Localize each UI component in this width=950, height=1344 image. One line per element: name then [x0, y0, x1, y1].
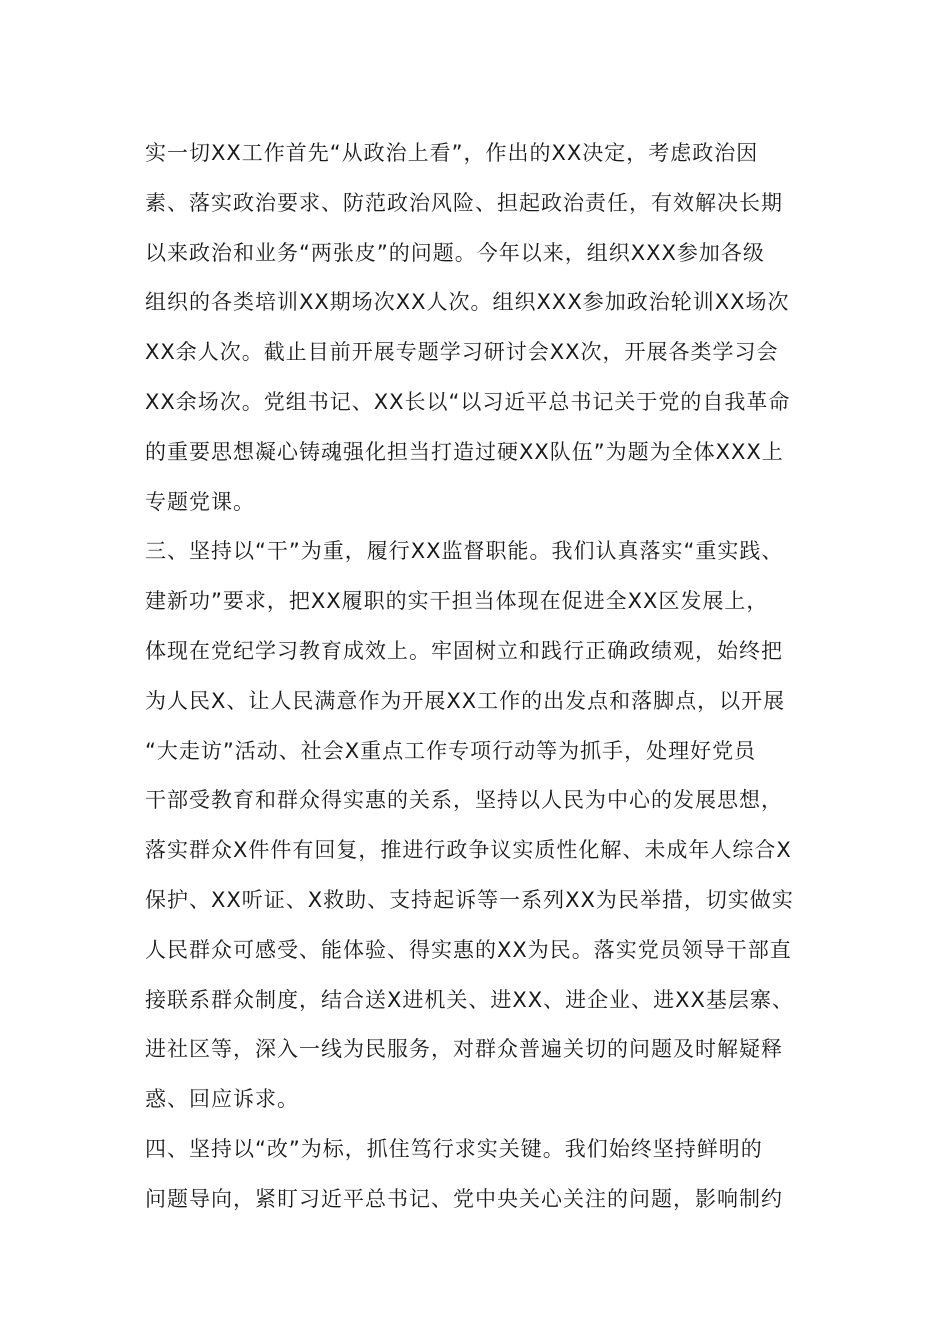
- text-line: 落实群众X件件有回复，推进行政争议实质性化解、未成年人综合X: [145, 838, 792, 863]
- text-line: 进社区等，深入一线为民服务，对群众普遍关切的问题及时解疑释: [145, 1037, 783, 1062]
- text-line: 专题党课。: [145, 489, 255, 514]
- text-line: XX余人次。截止目前开展专题学习研讨会XX次，开展各类学习会: [145, 340, 779, 365]
- text-line: 惑、回应诉求。: [145, 1087, 299, 1112]
- text-line: 问题导向，紧盯习近平总书记、党中央关心关注的问题，影响制约: [145, 1186, 783, 1211]
- document-body: [145, 133, 825, 1229]
- text-line: 的重要思想凝心铸魂强化担当打造过硬XX队伍”为题为全体XXX上: [145, 439, 784, 464]
- text-line: 组织的各类培训XX期场次XX人次。组织XXX参加政治轮训XX场次: [145, 290, 790, 315]
- section-heading-line: 四、坚持以“改”为标，抓住笃行求实关键。我们始终坚持鲜明的: [145, 1136, 763, 1161]
- text-line: 建新功”要求，把XX履职的实干担当体现在促进全XX区发展上，: [145, 589, 769, 614]
- text-line: 体现在党纪学习教育成效上。牢固树立和践行正确政绩观，始终把: [145, 638, 783, 663]
- section-heading-line: 三、坚持以“干”为重，履行XX监督职能。我们认真落实“重实践、: [145, 539, 784, 564]
- text-line: 干部受教育和群众得实惠的关系，坚持以人民为中心的发展思想，: [145, 788, 783, 813]
- text-line: 实一切XX工作首先“从政治上看”，作出的XX决定，考虑政治因: [145, 141, 759, 165]
- text-line: 为人民X、让人民满意作为开展XX工作的出发点和落脚点，以开展: [145, 688, 786, 713]
- text-line: XX余场次。党组书记、XX长以“以习近平总书记关于党的自我革命: [145, 389, 791, 414]
- text-line: 以来政治和业务“两张皮”的问题。今年以来，组织XXX参加各级: [145, 240, 765, 265]
- text-line: “大走访”活动、社会X重点工作专项行动等为抓手，处理好党员: [145, 738, 757, 763]
- text-line: 素、落实政治要求、防范政治风险、担起政治责任，有效解决长期: [145, 190, 783, 215]
- text-line: 接联系群众制度，结合送X进机关、进XX、进企业、进XX基层寨、: [145, 987, 794, 1012]
- text-line: 保护、XX听证、X救助、支持起诉等一系列XX为民举措，切实做实: [145, 887, 794, 912]
- text-line: 人民群众可感受、能体验、得实惠的XX为民。落实党员领导干部直: [145, 937, 792, 962]
